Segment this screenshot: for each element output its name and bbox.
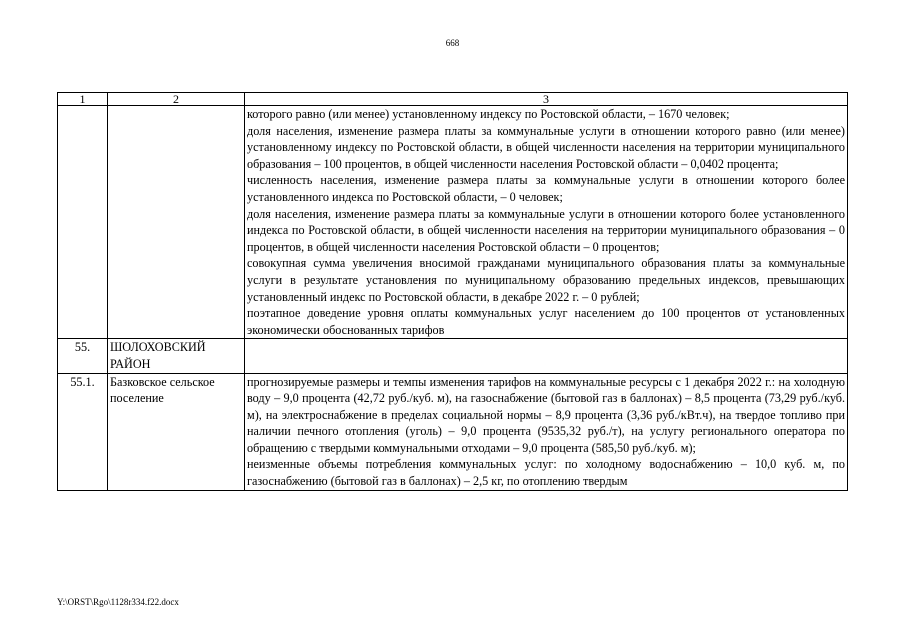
paragraph: доля населения, изменение размера платы за коммунальные услуги в отношении которого более установленного индекса по Ростовской области, в общей численности населения на территории муниципального образования – 0 процентов, в общей численности населения Ростовской области – 0 процентов;: [247, 206, 845, 254]
district-name: ШОЛОХОВСКИЙ РАЙОН: [108, 339, 245, 373]
table-row-continuation: [58, 106, 848, 339]
table-row-district: [58, 339, 848, 373]
settlement-name: Базковское сельское поселение: [108, 373, 245, 490]
document-table: [57, 92, 848, 491]
paragraph: доля населения, изменение размера платы за коммунальные услуги в отношении которого равно (или менее) установленному индексу по Ростовской области, в общей численности населения на территории муниципального образования – 100 процентов, в общей численности населения Ростовской области – 0,0402 процента;: [247, 123, 845, 171]
district-number: 55.: [58, 339, 108, 373]
header-col-3: 3: [245, 93, 848, 106]
table-row-settlement: [58, 373, 848, 490]
row-number-cell: [58, 106, 108, 339]
header-col-2: 2: [108, 93, 245, 106]
row-text-cell: [245, 106, 848, 339]
table-header-row: [58, 93, 848, 106]
settlement-text-cell: [245, 373, 848, 490]
district-text-cell: [245, 339, 848, 373]
paragraph: численность населения, изменение размера платы за коммунальные услуги в отношении которого более установленного индекса по Ростовской области, – 0 человек;: [247, 173, 845, 204]
row-name-cell: [108, 106, 245, 339]
paragraph: неизменные объемы потребления коммунальных услуг: по холодному водоснабжению – 10,0 куб. м, по газоснабжению (бытовой газ в баллонах) – 2,5 кг, по отоплению твердым: [247, 457, 845, 489]
file-path-footer: Y:\ORST\Rgo\1128r334.f22.docx: [57, 597, 179, 607]
paragraph: которого равно (или менее) установленному индексу по Ростовской области, – 1670 человек;: [247, 107, 730, 121]
paragraph: поэтапное доведение уровня оплаты коммунальных услуг населением до 100 процентов от установленных экономически обоснованных тарифов: [247, 306, 845, 337]
settlement-number: 55.1.: [58, 373, 108, 490]
page-number: 668: [445, 38, 460, 48]
paragraph: прогнозируемые размеры и темпы изменения тарифов на коммунальные ресурсы с 1 декабря 2022 г.: на холодную воду – 9,0 процента (42,72 руб./куб. м), на газоснабжение (бытовой газ в баллонах) – 8,5 процента (73,29 руб./куб. м), на электроснабжение в пределах социальной нормы – 8,9 процента (3,36 руб./кВт.ч), на твердое топливо при наличии печного отопления (уголь) – 9,0 процента (9535,32 руб./т), на услугу регионального оператора по обращению с твердыми коммунальными отходами – 9,0 процента (585,50 руб./куб. м);: [247, 374, 845, 455]
header-col-1: 1: [58, 93, 108, 106]
paragraph: совокупная сумма увеличения вносимой гражданами муниципального образования платы за коммунальные услуги в результате установления по муниципальному образованию предельных индексов, превышающих установленный индекс по Ростовской области, в декабре 2022 г. – 0 рублей;: [247, 256, 845, 304]
